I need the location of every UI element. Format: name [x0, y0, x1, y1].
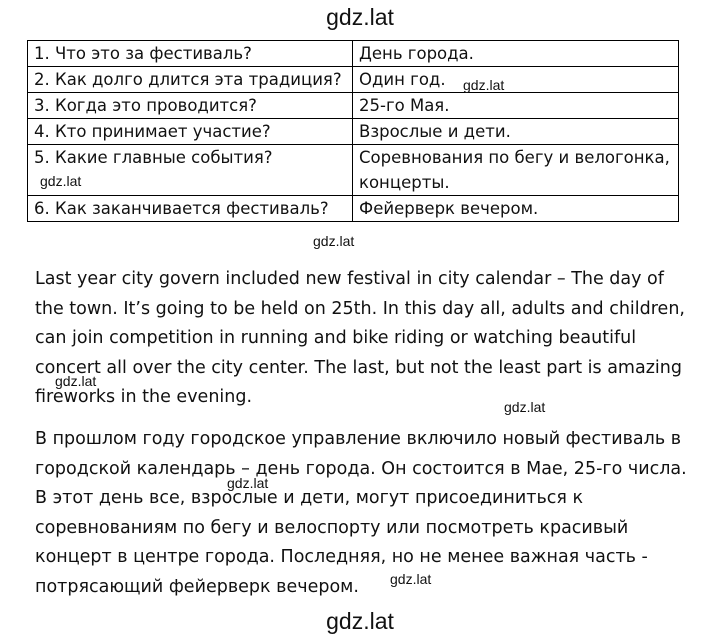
question-cell: 4. Кто принимает участие? [28, 119, 353, 145]
watermark-text: gdz.lat [313, 233, 355, 249]
question-cell: 5. Какие главные события? [28, 145, 353, 196]
table-row [28, 196, 679, 222]
table-row [28, 119, 679, 145]
answer-cell: 25-го Мая. [353, 93, 679, 119]
table-row [28, 93, 679, 119]
site-watermark-top: gdz.lat [326, 4, 394, 30]
answer-cell: День города. [353, 41, 679, 67]
answer-cell: Взрослые и дети. [353, 119, 679, 145]
paragraph-russian: В прошлом году городское управление включило новый фестиваль в городской календарь – день города. Он состоится в Мае, 25-го числа. В этот день все, взрослые и дети, могут присоединиться к соревнованиям по бегу и велоспорту или посмотреть красивый концерт в центре города. Последняя, но не менее важная часть - потрясающий фейерверк вечером. [35, 429, 687, 597]
answer-cell: Соревнования по бегу и велогонка, концерты. [353, 145, 679, 196]
site-watermark-bottom: gdz.lat [326, 608, 394, 634]
watermark-text: gdz.lat [463, 77, 505, 93]
question-cell: 3. Когда это проводится? [28, 93, 353, 119]
answer-cell: Один год. [353, 67, 679, 93]
watermark-text: gdz.lat [55, 373, 97, 389]
table-row [28, 67, 679, 93]
question-cell: 2. Как долго длится эта традиция? [28, 67, 353, 93]
watermark-text: gdz.lat [504, 399, 546, 415]
answer-cell: Фейерверк вечером. [353, 196, 679, 222]
watermark-text: gdz.lat [40, 173, 82, 189]
questions-table [27, 40, 679, 222]
watermark-text: gdz.lat [227, 475, 269, 491]
table-row [28, 41, 679, 67]
question-cell: 1. Что это за фестиваль? [28, 41, 353, 67]
table-row [28, 145, 679, 196]
watermark-text: gdz.lat [390, 571, 432, 587]
question-cell: 6. Как заканчивается фестиваль? [28, 196, 353, 222]
paragraph-english: Last year city govern included new festival in city calendar – The day of the town. It’s going to be held on 25th. In this day all, adults and children, can join competition in running and bike riding or watching beautiful concert all over the city center. The last, but not the least part is amazing fireworks in the evening. [35, 269, 685, 407]
